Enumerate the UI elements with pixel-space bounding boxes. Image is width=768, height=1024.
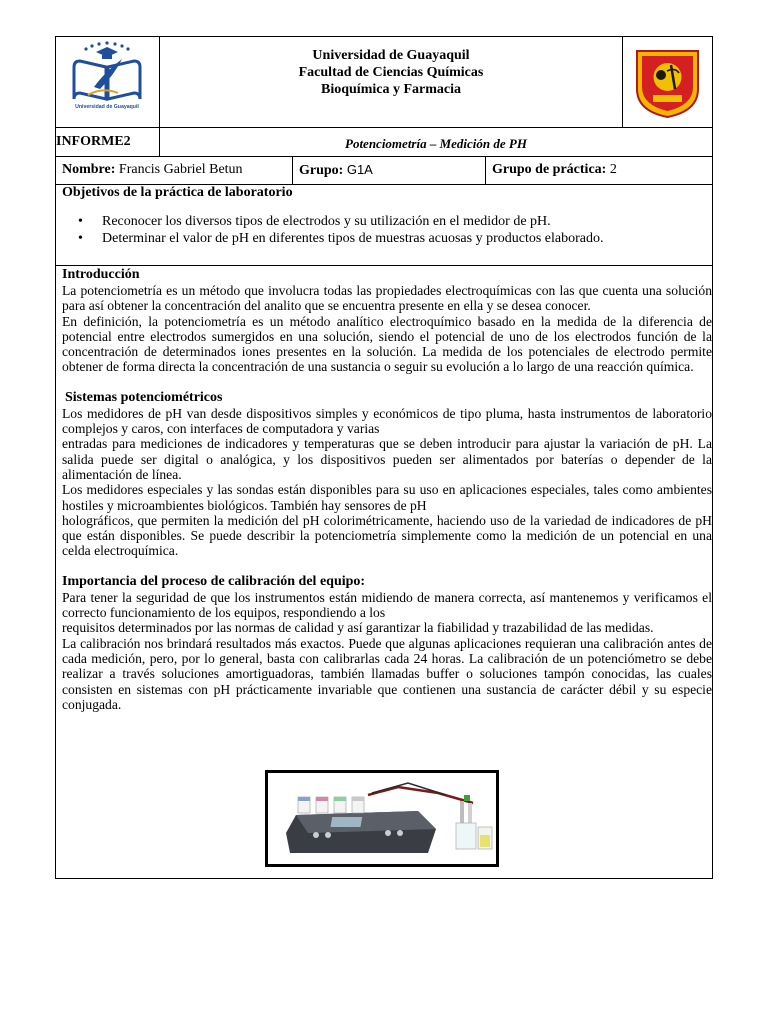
group-value: G1A [346,162,373,177]
ph-meter-illustration [268,773,496,864]
faculty-seal-icon [623,37,712,127]
paragraph: holográficos, que permiten la medición del pH colorimétricamente, haciendo uso de la variedad de indicadores de pH que están disponibles. Se puede describir la potenciometría simplemente como la medición de un potencial en una celda electroquímica. [62,512,712,559]
objectives-section [56,184,712,266]
student-info-row [56,156,712,185]
faculty-name: Facultad de Ciencias Químicas [298,65,484,80]
report-title-row [56,127,712,157]
career-name: Bioquímica y Farmacia [321,82,461,97]
objective-item: • Determinar el valor de pH en diferentes tipos de muestras acuosas y productos elaborado. [78,230,604,247]
ph-meter-photo [265,770,499,867]
university-logo-icon [56,37,159,127]
report-header [56,37,712,128]
introduction-heading: Introducción [62,267,140,282]
objectives-heading: Objetivos de la práctica de laboratorio [62,185,293,200]
practice-group-cell [486,156,712,184]
report-document [55,36,713,879]
practice-group-value: 2 [609,162,617,177]
objective-item: • Reconocer los diversos tipos de electrodos y su utilización en el medidor de pH. [78,213,604,230]
report-body [62,267,712,712]
faculty-logo [622,37,712,127]
paragraph: entradas para mediciones de indicadores y temperaturas que se deben introducir para ajustar la variación de pH. La salida puede ser digital o analógica, y los dispositivos pueden ser alimentados por baterías o depender de la alimentación de línea. [62,436,712,482]
paragraph: Para tener la seguridad de que los instrumentos están midiendo de manera correcta, así mantenemos y verificamos el correcto funcionamiento de los equipos, respondiendo a los [62,589,712,621]
logo-caption: Universidad de Guayaquil [75,104,139,110]
university-name: Universidad de Guayaquil [312,48,470,63]
paragraph: La calibración nos brindará resultados más exactos. Puede que algunas aplicaciones requieran una calibración antes de cada medición, pero, por lo general, basta con calibrarlas cada 24 horas. La calibración de un potenciómetro se debe realizar a través soluciones amortiguadoras, también llamadas buffer o soluciones tampón conocidas, las cuales consisten en sistemas con pH prácticamente invariable que contienen una sustancia de carácter débil y su especie conjugada. [62,635,712,712]
paragraph: En definición, la potenciometría es un método analítico electroquímico basado en la medida de la diferencia de potencial entre electrodos sumergidos en una solución, siendo el potencial de uno de los electrodos función de la concentración de determinados iones presentes en la solución. La medida de los potenciales de electrodo permite obtener de forma directa la concentración de una sustancia o seguir su evolución a lo largo de una reacción química. [62,313,712,375]
paragraph: La potenciometría es un método que involucra todas las propiedades electroquímicas con las que cuenta una solución para así obtener la concentración del analito que se encuentra presente en ella y se desea conocer. [62,283,712,314]
group-cell [293,156,486,184]
potentiometric-systems-heading: Sistemas potenciométricos [65,389,223,405]
objectives-list [78,213,604,247]
header-titles [160,47,622,98]
university-logo [56,37,160,127]
name-cell [56,156,293,184]
practice-group-label: Grupo de práctica: [492,162,607,177]
calibration-heading: Importancia del proceso de calibración del equipo: [62,573,366,589]
paragraph: Los medidores especiales y las sondas están disponibles para su uso en aplicaciones especiales, tales como ambientes hostiles y microambientes biológicos. También hay sensores de pH [62,482,712,513]
report-label: INFORME2 [56,127,160,156]
group-label: Grupo: [299,163,344,178]
paragraph: requisitos determinados por las normas de calidad y así garantizar la fiabilidad y trazabilidad de las medidas. [62,620,654,636]
report-title: Potenciometría – Medición de PH [345,136,527,151]
name-label: Nombre: [62,162,116,177]
name-value: Francis Gabriel Betun [118,162,243,177]
paragraph: Los medidores de pH van desde dispositivos simples y económicos de tipo pluma, hasta instrumentos de laboratorio complejos y caros, con interfaces de computadora y varias [62,405,712,437]
